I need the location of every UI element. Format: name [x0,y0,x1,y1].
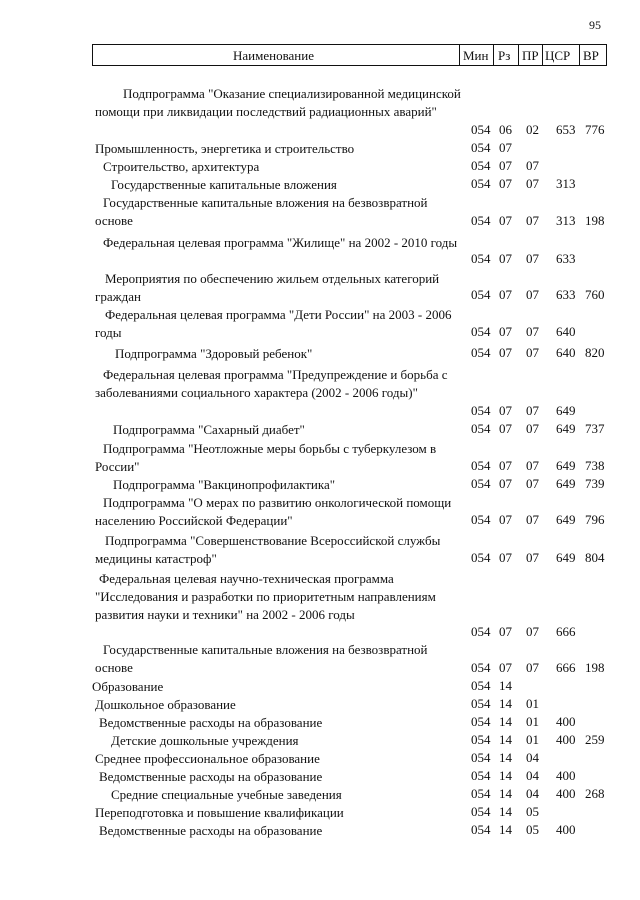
row-rz: 07 [499,158,512,173]
row-vr: 738 [585,458,605,473]
row-pr: 04 [526,786,539,801]
row-csr: 653 [556,122,576,137]
row-vr: 268 [585,786,605,801]
row-min: 054 [471,421,491,436]
row-name: Подпрограмма "Здоровый ребенок" [115,346,313,361]
header-vr: ВР [583,48,599,63]
row-csr: 649 [556,458,576,473]
row-name: Ведомственные расходы на образование [99,823,323,838]
row-min: 054 [471,678,491,693]
row-min: 054 [471,122,491,137]
row-name: Подпрограмма "О мерах по развитию онкологической помощи населению Российской Федерации" [95,495,452,528]
row-rz: 07 [499,660,512,675]
row-name: Государственные капитальные вложения [111,177,337,192]
row-pr: 07 [526,550,539,565]
row-name: Подпрограмма "Совершенствование Всероссийской службы медицины катастроф" [95,533,441,566]
row-pr: 07 [526,176,539,191]
row-min: 054 [471,732,491,747]
row-pr: 05 [526,822,539,837]
row-csr: 640 [556,345,576,360]
row-min: 054 [471,287,491,302]
row-pr: 07 [526,512,539,527]
row-vr: 198 [585,213,605,228]
row-min: 054 [471,213,491,228]
header-separator [493,45,494,65]
row-pr: 07 [526,403,539,418]
row-min: 054 [471,324,491,339]
row-name: Образование [92,679,164,694]
row-name: Среднее профессиональное образование [95,751,320,766]
row-name: Переподготовка и повышение квалификации [95,805,344,820]
row-min: 054 [471,140,491,155]
row-name: Дошкольное образование [95,697,236,712]
row-min: 054 [471,345,491,360]
row-rz: 07 [499,251,512,266]
row-csr: 313 [556,176,576,191]
row-csr: 313 [556,213,576,228]
row-rz: 07 [499,458,512,473]
row-vr: 776 [585,122,605,137]
row-csr: 400 [556,768,576,783]
row-pr: 07 [526,287,539,302]
row-csr: 649 [556,476,576,491]
row-name: Государственные капитальные вложения на безвозвратной основе [95,195,428,228]
row-name: Федеральная целевая программа "Дети России" на 2003 - 2006 годы [95,307,452,340]
row-csr: 633 [556,251,576,266]
row-csr: 400 [556,714,576,729]
row-vr: 820 [585,345,605,360]
row-rz: 07 [499,140,512,155]
row-name: Средние специальные учебные заведения [111,787,342,802]
row-name: Федеральная целевая программа "Жилище" на 2002 - 2010 годы [103,235,458,250]
header-csr: ЦСР [545,48,571,63]
row-min: 054 [471,176,491,191]
row-rz: 07 [499,550,512,565]
row-csr: 400 [556,822,576,837]
row-name: Федеральная целевая программа "Предупреждение и борьба с заболеваниями социального характера (2002 - 2006 годы)" [95,367,448,400]
row-csr: 649 [556,512,576,527]
row-min: 054 [471,458,491,473]
row-name: Подпрограмма "Оказание специализированной медицинской помощи при ликвидации последствий радиационных аварий" [95,86,461,119]
row-csr: 649 [556,550,576,565]
row-name: Подпрограмма "Неотложные меры борьбы с туберкулезом в России" [95,441,437,474]
row-min: 054 [471,696,491,711]
row-rz: 14 [499,822,512,837]
row-name: Государственные капитальные вложения на безвозвратной основе [95,642,428,675]
row-min: 054 [471,786,491,801]
row-vr: 198 [585,660,605,675]
row-rz: 14 [499,696,512,711]
row-csr: 666 [556,624,576,639]
row-csr: 633 [556,287,576,302]
row-pr: 07 [526,660,539,675]
row-min: 054 [471,804,491,819]
row-rz: 07 [499,324,512,339]
header-pr: ПР [522,48,539,63]
row-vr: 737 [585,421,605,436]
row-rz: 07 [499,512,512,527]
row-rz: 14 [499,786,512,801]
row-min: 054 [471,403,491,418]
row-pr: 07 [526,213,539,228]
row-min: 054 [471,158,491,173]
header-separator [459,45,460,65]
row-name: Мероприятия по обеспечению жильем отдельных категорий граждан [95,271,440,304]
row-csr: 649 [556,403,576,418]
row-pr: 07 [526,624,539,639]
row-pr: 01 [526,696,539,711]
row-pr: 07 [526,158,539,173]
row-pr: 07 [526,458,539,473]
row-rz: 14 [499,714,512,729]
header-separator [579,45,580,65]
row-name: Промышленность, энергетика и строительство [95,141,355,156]
row-rz: 07 [499,624,512,639]
row-pr: 07 [526,476,539,491]
row-rz: 14 [499,750,512,765]
row-csr: 649 [556,421,576,436]
row-vr: 259 [585,732,605,747]
row-name: Подпрограмма "Вакцинопрофилактика" [113,477,336,492]
row-csr: 400 [556,786,576,801]
row-rz: 06 [499,122,512,137]
header-min: Мин [463,48,489,63]
row-min: 054 [471,714,491,729]
row-name: Ведомственные расходы на образование [99,769,323,784]
row-csr: 666 [556,660,576,675]
row-rz: 07 [499,213,512,228]
header-separator [518,45,519,65]
header-rz: Рз [498,48,511,63]
row-pr: 01 [526,714,539,729]
row-rz: 14 [499,732,512,747]
row-min: 054 [471,476,491,491]
row-name: Детские дошкольные учреждения [111,733,299,748]
row-rz: 07 [499,176,512,191]
row-rz: 07 [499,476,512,491]
row-vr: 796 [585,512,605,527]
row-pr: 05 [526,804,539,819]
row-pr: 07 [526,324,539,339]
row-pr: 07 [526,421,539,436]
row-name: Подпрограмма "Сахарный диабет" [113,422,305,437]
row-csr: 400 [556,732,576,747]
row-csr: 640 [556,324,576,339]
row-name: Ведомственные расходы на образование [99,715,323,730]
row-pr: 04 [526,768,539,783]
page-number: 95 [589,18,601,32]
row-min: 054 [471,251,491,266]
header-name: Наименование [233,48,314,63]
header-separator [542,45,543,65]
row-min: 054 [471,660,491,675]
table-header [92,44,607,66]
row-rz: 07 [499,287,512,302]
row-rz: 14 [499,804,512,819]
row-min: 054 [471,750,491,765]
row-pr: 07 [526,345,539,360]
row-rz: 14 [499,768,512,783]
row-pr: 04 [526,750,539,765]
row-min: 054 [471,822,491,837]
row-rz: 07 [499,345,512,360]
row-rz: 07 [499,403,512,418]
row-min: 054 [471,512,491,527]
row-vr: 739 [585,476,605,491]
row-pr: 01 [526,732,539,747]
row-vr: 804 [585,550,605,565]
row-vr: 760 [585,287,605,302]
row-min: 054 [471,550,491,565]
row-pr: 07 [526,251,539,266]
row-rz: 14 [499,678,512,693]
row-pr: 02 [526,122,539,137]
row-min: 054 [471,624,491,639]
row-rz: 07 [499,421,512,436]
row-min: 054 [471,768,491,783]
row-name: Федеральная целевая научно-техническая программа "Исследования и разработки по приоритетным направлениям развития науки и техники" на 2002 - 2006 годы [95,571,436,622]
row-name: Строительство, архитектура [103,159,260,174]
